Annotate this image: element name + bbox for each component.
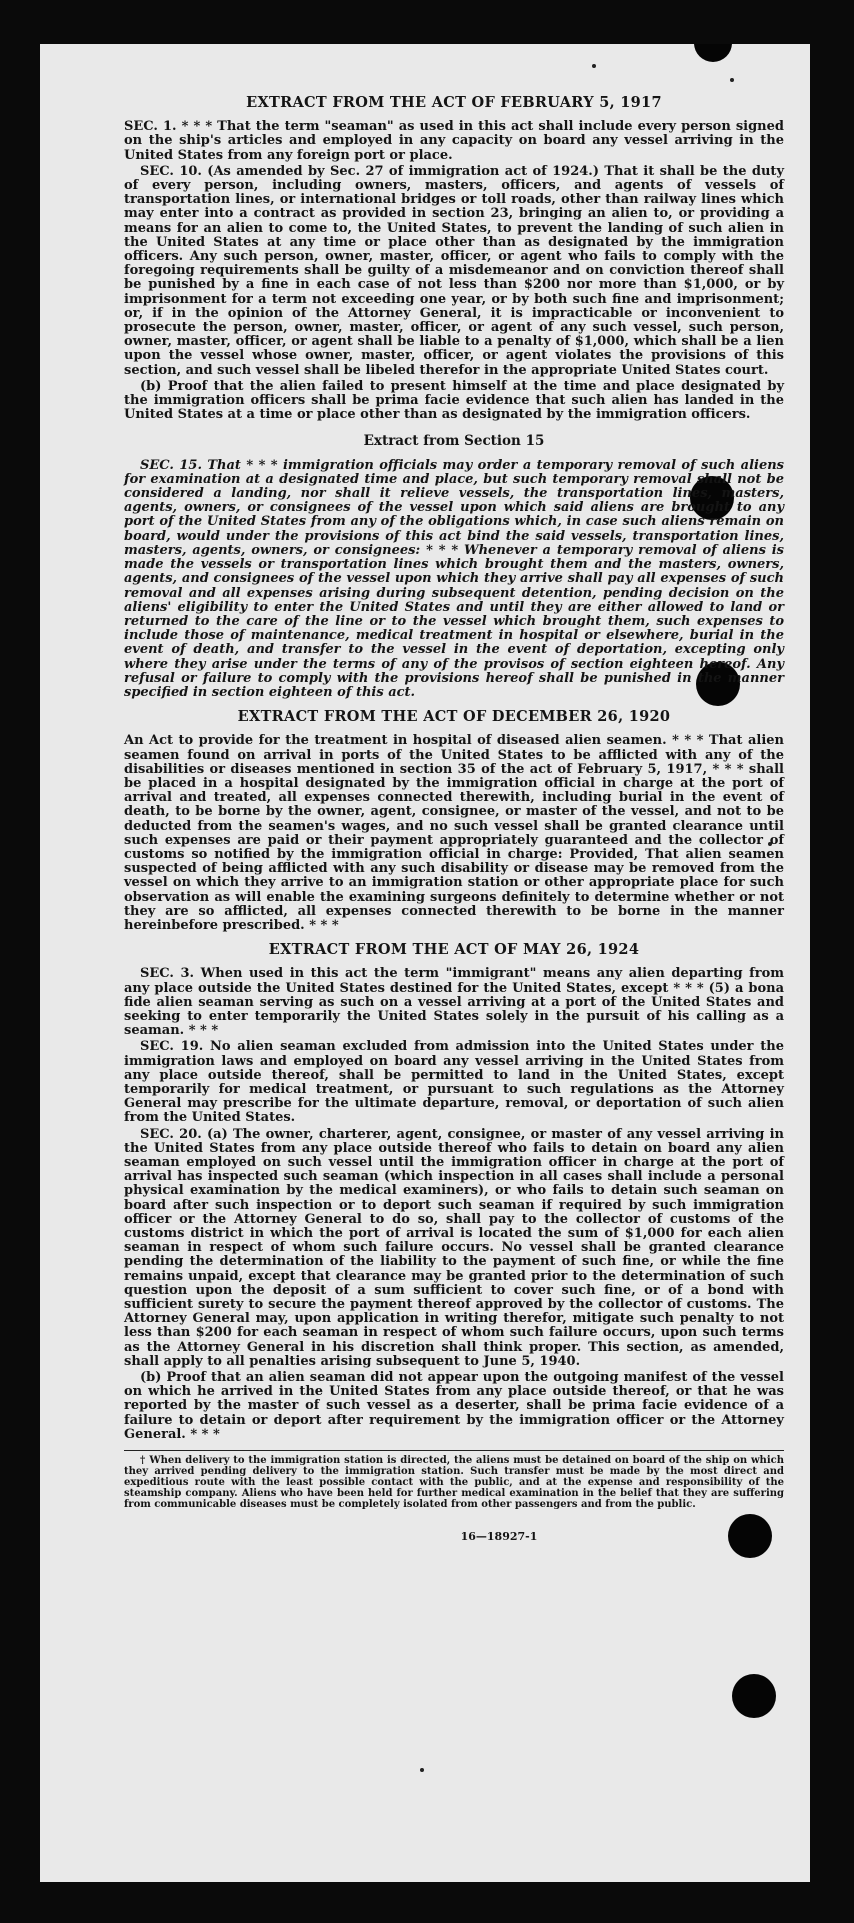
section-heading: EXTRACT FROM THE ACT OF MAY 26, 1924 bbox=[268, 941, 640, 959]
paragraph: (b) Proof that an alien seaman did not appear upon the outgoing manifest of the vessel on which he arrived in the United States from any place outside thereof, or that he was reported by the master of such vessel as a deserter, shall be prima facie evidence of a failure to detain or deport after requirement by the immigration officer or the Attorney General. * * * bbox=[124, 1370, 784, 1442]
subsection-heading: Extract from Section 15 bbox=[363, 433, 545, 450]
paragraph: SEC. 15. That * * * immigration officials may order a temporary removal of such aliens for examination at a designated time and place, but such temporary removal shall not be considered a landing, nor shall it relieve vessels, the transportation lines, masters, agents, owners, or consignees of the vessel upon which said aliens are brought to any port of the United States from any of the obligations which, in case such aliens remain on board, would under the provisions of this act bind the said vessels, transportation lines, masters, agents, owners, or consignees: * * * Whenever a temporary removal of aliens is made the vessels or transportation lines which brought them and the masters, owners, agents, and consignees of the vessel upon which they arrive shall pay all expenses of such removal and all expenses arising during subsequent detention, pending decision on the aliens' eligibility to enter the United States and until they are either allowed to land or returned to the care of the line or to the vessel which brought them, such expenses to include those of maintenance, medical treatment in hospital or elsewhere, burial in the event of death, and transfer to the vessel in the event of deportation, excepting only where they arise under the terms of any of the provisos of section eighteen hereof. Any refusal or failure to comply with the provisions hereof shall be punished in the manner specified in section eighteen of this act. bbox=[124, 457, 784, 700]
speck bbox=[592, 64, 596, 68]
punch-hole bbox=[694, 44, 732, 62]
speck bbox=[420, 1768, 424, 1772]
paragraph: SEC. 1. * * * That the term "seaman" as used in this act shall include every person signed on the ship's articles and employed in any capacity on board any vessel arriving in the United States from any foreign port or place. bbox=[124, 119, 784, 163]
paragraph: SEC. 19. No alien seaman excluded from admission into the United States under the immigration laws and employed on board any vessel arriving in the United States from any place outside thereof, shall be permitted to land in the United States, except temporarily for medical treatment, or pursuant to such regulations as the Attorney General may prescribe for the ultimate departure, removal, or deportation of such alien from the United States. bbox=[124, 1039, 784, 1126]
document-body bbox=[124, 86, 784, 1544]
document-number: 16—18927-1 bbox=[460, 1530, 538, 1544]
paragraph: (b) Proof that the alien failed to present himself at the time and place designated by the immigration officers shall be prima facie evidence that such alien has landed in the United States at a time or place other than as designated by the immigration officers. bbox=[124, 378, 784, 423]
section-heading: EXTRACT FROM THE ACT OF FEBRUARY 5, 1917 bbox=[246, 94, 662, 111]
paragraph: An Act to provide for the treatment in hospital of diseased alien seamen. * * * That alien seamen found on arrival in ports of the United States to be afflicted with any of the disabilities or diseases mentioned in section 35 of the act of February 5, 1917, * * * shall be placed in a hospital designated by the immigration official in charge at the port of arrival and treated, all expenses connected therewith, including burial in the event of death, to be borne by the owner, agent, consignee, or master of the vessel, and not to be deducted from the seamen's wages, and no such vessel shall be granted clearance until such expenses are paid or their payment appropriately guaranteed and the collector of customs so notified by the immigration official in charge: Provided, That alien seamen suspected of being afflicted with any such disability or disease may be removed from the vessel on which they arrive to an immigration station or other appropriate place for such observation as will enable the examining surgeons definitely to determine whether or not they are so afflicted, all expenses connected therewith to be borne in the manner hereinbefore prescribed. * * * bbox=[124, 733, 784, 933]
punch-hole bbox=[732, 1674, 776, 1718]
footnote: † When delivery to the immigration station is directed, the aliens must be detained on board of the ship on which they arrived pending delivery to the immigration station. Such transfer must be made by the most direct and expeditious route with the least possible contact with the public, and at the expense and responsibility of the steamship company. Aliens who have been held for further medical examination in the belief that they are suffering from communicable diseases must be completely isolated from other passengers and from the public. bbox=[124, 1455, 784, 1511]
section-heading: EXTRACT FROM THE ACT OF DECEMBER 26, 1920 bbox=[237, 708, 671, 726]
paragraph: SEC. 20. (a) The owner, charterer, agent, consignee, or master of any vessel arriving in the United States from any place outside thereof who fails to detain on board any alien seaman employed on such vessel until the immigration officer in charge at the port of arrival has inspected such seaman (which inspection in all cases shall include a personal physical examination by the medical examiners), or who fails to detain such seaman on board after such inspection or to deport such seaman if required by such immigration officer or the Attorney General to do so, shall pay to the collector of customs of the customs district in which the port of arrival is located the sum of $1,000 for each alien seaman in respect of whom such failure occurs. No vessel shall be granted clearance pending the determination of the liability to the payment of such fine, or while the fine remains unpaid, except that clearance may be granted prior to the determination of such question upon the deposit of a sum sufficient to cover such fine, or of a bond with sufficient surety to secure the payment thereof approved by the collector of customs. The Attorney General may, upon application in writing therefor, mitigate such penalty to not less than $200 for each seaman in respect of whom such failure occurs, upon such terms as the Attorney General in his discretion shall think proper. This section, as amended, shall apply to all penalties arising subsequent to June 5, 1940. bbox=[124, 1126, 784, 1369]
document-page bbox=[40, 44, 810, 1882]
paragraph: SEC. 3. When used in this act the term "immigrant" means any alien departing from any place outside the United States destined for the United States, except * * * (5) a bona fide alien seaman serving as such on a vessel arriving at a port of the United States and seeking to enter temporarily the United States solely in the pursuit of his calling as a seaman. * * * bbox=[124, 966, 784, 1039]
speck bbox=[730, 78, 734, 82]
paragraph: SEC. 10. (As amended by Sec. 27 of immigration act of 1924.) That it shall be the duty of every person, including owners, masters, officers, and agents of vessels of transportation lines, or international bridges or toll roads, other than railway lines which may enter into a contract as provided in section 23, bringing an alien to, or providing a means for an alien to come to, the United States, to prevent the landing of such alien in the United States at any time or place other than as designated by the immigration officers. Any such person, owner, master, officer, or agent who fails to comply with the foregoing requirements shall be guilty of a misdemeanor and on conviction thereof shall be punished by a fine in each case of not less than $200 nor more than $1,000, or by imprisonment for a term not exceeding one year, or by both such fine and imprisonment; or, if in the opinion of the Attorney General, it is impracticable or inconvenient to prosecute the person, owner, master, officer, or agent of any such vessel, such person, owner, master, officer, or agent shall be liable to a penalty of $1,000, which shall be a lien upon the vessel whose owner, master, officer, or agent violates the provisions of this section, and such vessel shall be libeled therefor in the appropriate United States court. bbox=[124, 163, 784, 378]
footnote-divider bbox=[124, 1450, 784, 1451]
